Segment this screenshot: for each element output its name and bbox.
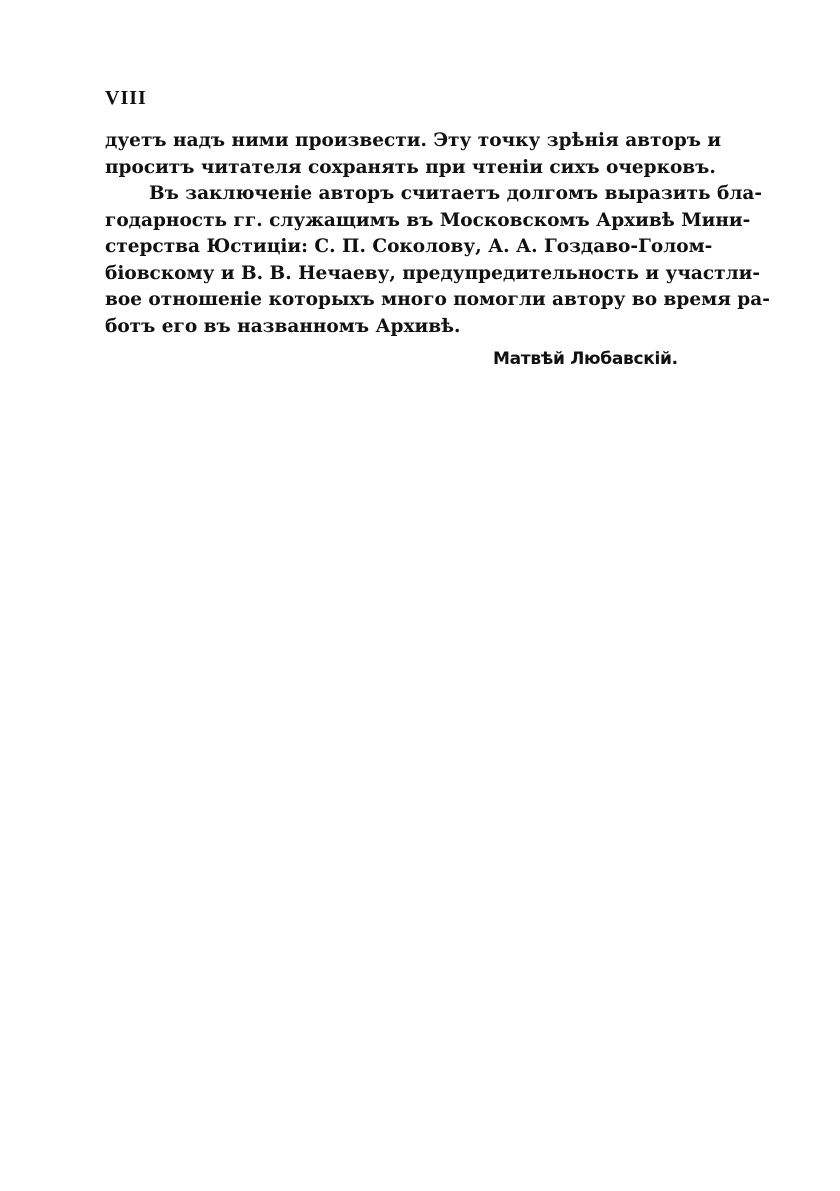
paragraph-1-line-2: проситъ читателя сохранять при чтеніи сихъ очерковъ. bbox=[105, 156, 716, 178]
paragraph-2-line-1: Въ заключеніе авторъ считаетъ долгомъ выразить бла- bbox=[149, 183, 763, 204]
paragraph-2-line-2: годарность гг. служащимъ въ Московскомъ Архивѣ Мини- bbox=[105, 209, 751, 231]
page-number: VIII bbox=[105, 87, 147, 109]
author-signature: Матвѣй Любавскій. bbox=[493, 349, 678, 369]
paragraph-2-line-6: ботъ его въ названномъ Архивѣ. bbox=[105, 315, 461, 337]
paragraph-2-line-5: вое отношеніе которыхъ много помогли автору во время ра- bbox=[105, 289, 770, 310]
body-text bbox=[105, 128, 770, 340]
paragraph-1-line-1: дуетъ надъ ними произвести. Эту точку зрѣнія авторъ и bbox=[105, 130, 722, 151]
paragraph-2-line-4: біовскому и В. В. Нечаеву, предупредительность и участли- bbox=[105, 262, 761, 284]
paragraph-2-line-3: стерства Юстиціи: С. П. Соколову, А. А. Гоздаво-Голом- bbox=[105, 236, 713, 257]
